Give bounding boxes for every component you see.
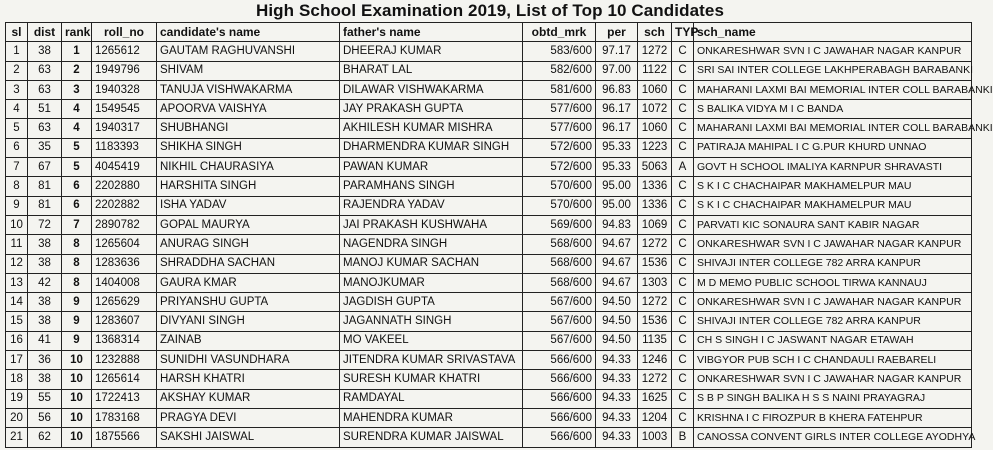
cell-father-name: PARAMHANS SINGH xyxy=(340,177,523,196)
cell-sch-name: ONKARESHWAR SVN I C JAWAHAR NAGAR KANPUR xyxy=(694,370,972,389)
cell-candidate-name: SHUBHANGI xyxy=(157,119,340,138)
cell-roll-no: 1940317 xyxy=(92,119,157,138)
cell-per: 94.67 xyxy=(596,273,638,292)
cell-typ: C xyxy=(672,177,694,196)
cell-sl: 20 xyxy=(6,408,28,427)
cell-rank: 10 xyxy=(62,370,92,389)
cell-father-name: BHARAT LAL xyxy=(340,61,523,80)
cell-obtd-mrk: 566/600 xyxy=(523,389,596,408)
table-row xyxy=(6,370,972,389)
cell-obtd-mrk: 568/600 xyxy=(523,273,596,292)
cell-sch: 1536 xyxy=(638,254,672,273)
cell-sch: 1072 xyxy=(638,100,672,119)
cell-sch: 1135 xyxy=(638,331,672,350)
cell-sl: 14 xyxy=(6,293,28,312)
cell-father-name: NAGENDRA SINGH xyxy=(340,235,523,254)
cell-sch: 1246 xyxy=(638,351,672,370)
cell-roll-no: 1283636 xyxy=(92,254,157,273)
cell-sl: 10 xyxy=(6,215,28,234)
cell-per: 95.00 xyxy=(596,177,638,196)
cell-sch-name: SHIVAJI INTER COLLEGE 782 ARRA KANPUR xyxy=(694,312,972,331)
cell-sl: 21 xyxy=(6,428,28,447)
cell-father-name: RAJENDRA YADAV xyxy=(340,196,523,215)
table-row xyxy=(6,389,972,408)
cell-obtd-mrk: 570/600 xyxy=(523,177,596,196)
cell-candidate-name: AKSHAY KUMAR xyxy=(157,389,340,408)
column-header-sch: sch xyxy=(638,23,672,42)
cell-father-name: JAGDISH GUPTA xyxy=(340,293,523,312)
cell-per: 94.67 xyxy=(596,235,638,254)
cell-father-name: MAHENDRA KUMAR xyxy=(340,408,523,427)
cell-candidate-name: HARSHITA SINGH xyxy=(157,177,340,196)
cell-roll-no: 1940328 xyxy=(92,80,157,99)
cell-obtd-mrk: 582/600 xyxy=(523,61,596,80)
table-row xyxy=(6,215,972,234)
column-header-roll-no: roll_no xyxy=(92,23,157,42)
cell-sch-name: S K I C CHACHAIPAR MAKHAMELPUR MAU xyxy=(694,196,972,215)
cell-obtd-mrk: 568/600 xyxy=(523,254,596,273)
cell-sl: 3 xyxy=(6,80,28,99)
cell-typ: C xyxy=(672,61,694,80)
cell-sl: 5 xyxy=(6,119,28,138)
cell-dist: 36 xyxy=(28,351,62,370)
page-title: High School Examination 2019, List of Top 10 Candidates xyxy=(255,1,725,20)
cell-sch-name: CH S SINGH I C JASWANT NAGAR ETAWAH xyxy=(694,331,972,350)
cell-father-name: JITENDRA KUMAR SRIVASTAVA xyxy=(340,351,523,370)
cell-obtd-mrk: 567/600 xyxy=(523,293,596,312)
results-table xyxy=(5,22,993,448)
cell-father-name: DHEERAJ KUMAR xyxy=(340,42,523,61)
cell-obtd-mrk: 567/600 xyxy=(523,312,596,331)
cell-rank: 7 xyxy=(62,215,92,234)
cell-sl: 11 xyxy=(6,235,28,254)
cell-father-name: MANOJ KUMAR SACHAN xyxy=(340,254,523,273)
cell-father-name: SURESH KUMAR KHATRI xyxy=(340,370,523,389)
cell-obtd-mrk: 569/600 xyxy=(523,215,596,234)
column-header-dist: dist xyxy=(28,23,62,42)
cell-candidate-name: GOPAL MAURYA xyxy=(157,215,340,234)
cell-typ: C xyxy=(672,100,694,119)
cell-candidate-name: ZAINAB xyxy=(157,331,340,350)
table-header-row xyxy=(6,23,972,42)
cell-sch-name: VIBGYOR PUB SCH I C CHANDAULI RAEBARELI xyxy=(694,351,972,370)
table-row xyxy=(6,254,972,273)
cell-roll-no: 1404008 xyxy=(92,273,157,292)
column-header-sch-name: sch_name xyxy=(694,23,972,42)
cell-roll-no: 1722413 xyxy=(92,389,157,408)
cell-rank: 8 xyxy=(62,254,92,273)
cell-obtd-mrk: 570/600 xyxy=(523,196,596,215)
cell-candidate-name: SUNIDHI VASUNDHARA xyxy=(157,351,340,370)
cell-sl: 19 xyxy=(6,389,28,408)
cell-rank: 10 xyxy=(62,408,92,427)
cell-sch-name: PARVATI KIC SONAURA SANT KABIR NAGAR xyxy=(694,215,972,234)
cell-candidate-name: SHRADDHA SACHAN xyxy=(157,254,340,273)
cell-per: 94.83 xyxy=(596,215,638,234)
cell-sch-name: ONKARESHWAR SVN I C JAWAHAR NAGAR KANPUR xyxy=(694,42,972,61)
cell-father-name: DHARMENDRA KUMAR SINGH xyxy=(340,138,523,157)
cell-dist: 63 xyxy=(28,61,62,80)
cell-dist: 55 xyxy=(28,389,62,408)
column-header-father-name: father's name xyxy=(340,23,523,42)
cell-sl: 18 xyxy=(6,370,28,389)
cell-per: 94.33 xyxy=(596,428,638,447)
cell-dist: 41 xyxy=(28,331,62,350)
cell-sch: 1536 xyxy=(638,312,672,331)
column-header-sl: sl xyxy=(6,23,28,42)
table-row xyxy=(6,42,972,61)
cell-roll-no: 2890782 xyxy=(92,215,157,234)
cell-typ: C xyxy=(672,273,694,292)
table-row xyxy=(6,138,972,157)
cell-sl: 13 xyxy=(6,273,28,292)
cell-sch: 1204 xyxy=(638,408,672,427)
cell-rank: 10 xyxy=(62,351,92,370)
cell-typ: A xyxy=(672,158,694,177)
table-row xyxy=(6,331,972,350)
cell-dist: 38 xyxy=(28,370,62,389)
cell-obtd-mrk: 572/600 xyxy=(523,158,596,177)
cell-candidate-name: PRIYANSHU GUPTA xyxy=(157,293,340,312)
cell-per: 94.50 xyxy=(596,293,638,312)
cell-obtd-mrk: 577/600 xyxy=(523,100,596,119)
cell-sl: 9 xyxy=(6,196,28,215)
cell-per: 94.67 xyxy=(596,254,638,273)
cell-rank: 9 xyxy=(62,312,92,331)
cell-typ: C xyxy=(672,331,694,350)
cell-candidate-name: HARSH KHATRI xyxy=(157,370,340,389)
table-row xyxy=(6,273,972,292)
cell-sch: 1060 xyxy=(638,119,672,138)
cell-typ: C xyxy=(672,370,694,389)
cell-obtd-mrk: 581/600 xyxy=(523,80,596,99)
cell-typ: C xyxy=(672,408,694,427)
cell-roll-no: 1265629 xyxy=(92,293,157,312)
cell-roll-no: 1549545 xyxy=(92,100,157,119)
cell-dist: 62 xyxy=(28,428,62,447)
cell-candidate-name: SHIKHA SINGH xyxy=(157,138,340,157)
cell-sch: 1003 xyxy=(638,428,672,447)
cell-rank: 10 xyxy=(62,389,92,408)
cell-father-name: MO VAKEEL xyxy=(340,331,523,350)
cell-typ: C xyxy=(672,235,694,254)
table-body xyxy=(6,42,993,447)
cell-candidate-name: SHIVAM xyxy=(157,61,340,80)
cell-typ: B xyxy=(672,428,694,447)
cell-rank: 5 xyxy=(62,138,92,157)
cell-per: 94.33 xyxy=(596,408,638,427)
cell-per: 96.17 xyxy=(596,100,638,119)
table-row xyxy=(6,293,972,312)
cell-candidate-name: APOORVA VAISHYA xyxy=(157,100,340,119)
cell-typ: C xyxy=(672,196,694,215)
cell-sch: 1303 xyxy=(638,273,672,292)
cell-per: 95.00 xyxy=(596,196,638,215)
cell-roll-no: 4045419 xyxy=(92,158,157,177)
cell-dist: 38 xyxy=(28,312,62,331)
cell-roll-no: 1183393 xyxy=(92,138,157,157)
cell-sch-name: CANOSSA CONVENT GIRLS INTER COLLEGE AYODHYA xyxy=(694,428,972,447)
cell-per: 96.17 xyxy=(596,119,638,138)
column-header-per: per xyxy=(596,23,638,42)
cell-per: 95.33 xyxy=(596,138,638,157)
cell-sch: 1069 xyxy=(638,215,672,234)
cell-father-name: RAMDAYAL xyxy=(340,389,523,408)
cell-typ: C xyxy=(672,215,694,234)
cell-sl: 15 xyxy=(6,312,28,331)
cell-rank: 3 xyxy=(62,80,92,99)
cell-sch: 1272 xyxy=(638,293,672,312)
cell-sl: 12 xyxy=(6,254,28,273)
cell-candidate-name: NIKHIL CHAURASIYA xyxy=(157,158,340,177)
table-row xyxy=(6,119,972,138)
cell-sl: 4 xyxy=(6,100,28,119)
cell-roll-no: 1232888 xyxy=(92,351,157,370)
cell-per: 97.17 xyxy=(596,42,638,61)
cell-candidate-name: GAUTAM RAGHUVANSHI xyxy=(157,42,340,61)
cell-sch: 1122 xyxy=(638,61,672,80)
cell-candidate-name: ANURAG SINGH xyxy=(157,235,340,254)
cell-per: 94.33 xyxy=(596,351,638,370)
cell-sch: 1336 xyxy=(638,196,672,215)
cell-typ: C xyxy=(672,293,694,312)
table-row xyxy=(6,61,972,80)
cell-candidate-name: GAURA KMAR xyxy=(157,273,340,292)
cell-father-name: AKHILESH KUMAR MISHRA xyxy=(340,119,523,138)
cell-typ: C xyxy=(672,351,694,370)
table-row xyxy=(6,158,972,177)
cell-sch-name: GOVT H SCHOOL IMALIYA KARNPUR SHRAVASTI xyxy=(694,158,972,177)
cell-obtd-mrk: 566/600 xyxy=(523,408,596,427)
table-row xyxy=(6,177,972,196)
cell-sch: 5063 xyxy=(638,158,672,177)
cell-sl: 6 xyxy=(6,138,28,157)
cell-sch: 1060 xyxy=(638,80,672,99)
column-header-typ: TYP xyxy=(672,23,694,42)
cell-typ: C xyxy=(672,42,694,61)
cell-sch-name: S K I C CHACHAIPAR MAKHAMELPUR MAU xyxy=(694,177,972,196)
cell-rank: 10 xyxy=(62,428,92,447)
cell-per: 94.50 xyxy=(596,331,638,350)
cell-sch-name: PATIRAJA MAHIPAL I C G.PUR KHURD UNNAO xyxy=(694,138,972,157)
cell-dist: 38 xyxy=(28,235,62,254)
cell-sl: 8 xyxy=(6,177,28,196)
table-row xyxy=(6,235,972,254)
cell-obtd-mrk: 568/600 xyxy=(523,235,596,254)
cell-candidate-name: SAKSHI JAISWAL xyxy=(157,428,340,447)
cell-sch-name: SHIVAJI INTER COLLEGE 782 ARRA KANPUR xyxy=(694,254,972,273)
cell-sch: 1272 xyxy=(638,42,672,61)
cell-per: 94.33 xyxy=(596,370,638,389)
cell-candidate-name: PRAGYA DEVI xyxy=(157,408,340,427)
cell-dist: 63 xyxy=(28,119,62,138)
cell-roll-no: 2202882 xyxy=(92,196,157,215)
cell-dist: 56 xyxy=(28,408,62,427)
column-header-obtd-mrk: obtd_mrk xyxy=(523,23,596,42)
cell-roll-no: 1783168 xyxy=(92,408,157,427)
table-row xyxy=(6,428,972,447)
cell-dist: 38 xyxy=(28,293,62,312)
cell-dist: 67 xyxy=(28,158,62,177)
cell-obtd-mrk: 567/600 xyxy=(523,331,596,350)
cell-dist: 38 xyxy=(28,42,62,61)
cell-candidate-name: TANUJA VISHWAKARMA xyxy=(157,80,340,99)
cell-per: 97.00 xyxy=(596,61,638,80)
cell-obtd-mrk: 583/600 xyxy=(523,42,596,61)
cell-father-name: JAI PRAKASH KUSHWAHA xyxy=(340,215,523,234)
cell-obtd-mrk: 566/600 xyxy=(523,370,596,389)
cell-obtd-mrk: 566/600 xyxy=(523,351,596,370)
cell-dist: 63 xyxy=(28,80,62,99)
cell-father-name: JAGANNATH SINGH xyxy=(340,312,523,331)
cell-roll-no: 1265604 xyxy=(92,235,157,254)
table-row xyxy=(6,351,972,370)
cell-dist: 81 xyxy=(28,196,62,215)
cell-candidate-name: DIVYANI SINGH xyxy=(157,312,340,331)
cell-sch-name: S B P SINGH BALIKA H S S NAINI PRAYAGRAJ xyxy=(694,389,972,408)
cell-per: 95.33 xyxy=(596,158,638,177)
cell-dist: 35 xyxy=(28,138,62,157)
cell-candidate-name: ISHA YADAV xyxy=(157,196,340,215)
cell-sl: 2 xyxy=(6,61,28,80)
table-row xyxy=(6,196,972,215)
cell-typ: C xyxy=(672,254,694,273)
cell-sch: 1223 xyxy=(638,138,672,157)
cell-dist: 51 xyxy=(28,100,62,119)
cell-sl: 16 xyxy=(6,331,28,350)
cell-sch: 1625 xyxy=(638,389,672,408)
cell-per: 94.50 xyxy=(596,312,638,331)
cell-typ: C xyxy=(672,138,694,157)
cell-sch-name: SRI SAI INTER COLLEGE LAKHPERABAGH BARABANKI xyxy=(694,61,972,80)
cell-father-name: PAWAN KUMAR xyxy=(340,158,523,177)
cell-rank: 5 xyxy=(62,158,92,177)
table-row xyxy=(6,80,972,99)
cell-typ: C xyxy=(672,389,694,408)
column-header-rank: rank xyxy=(62,23,92,42)
cell-per: 96.83 xyxy=(596,80,638,99)
cell-rank: 6 xyxy=(62,196,92,215)
cell-roll-no: 1368314 xyxy=(92,331,157,350)
cell-dist: 38 xyxy=(28,254,62,273)
cell-sch-name: ONKARESHWAR SVN I C JAWAHAR NAGAR KANPUR xyxy=(694,235,972,254)
cell-rank: 8 xyxy=(62,235,92,254)
cell-sch-name: S BALIKA VIDYA M I C BANDA xyxy=(694,100,972,119)
cell-rank: 4 xyxy=(62,100,92,119)
cell-rank: 4 xyxy=(62,119,92,138)
cell-obtd-mrk: 577/600 xyxy=(523,119,596,138)
cell-roll-no: 1949796 xyxy=(92,61,157,80)
cell-rank: 8 xyxy=(62,273,92,292)
cell-sch-name: MAHARANI LAXMI BAI MEMORIAL INTER COLL BARABANKI xyxy=(694,80,972,99)
cell-father-name: SURENDRA KUMAR JAISWAL xyxy=(340,428,523,447)
cell-rank: 9 xyxy=(62,293,92,312)
cell-sch-name: M D MEMO PUBLIC SCHOOL TIRWA KANNAUJ xyxy=(694,273,972,292)
cell-dist: 72 xyxy=(28,215,62,234)
cell-father-name: DILAWAR VISHWAKARMA xyxy=(340,80,523,99)
cell-sch-name: ONKARESHWAR SVN I C JAWAHAR NAGAR KANPUR xyxy=(694,293,972,312)
cell-obtd-mrk: 566/600 xyxy=(523,428,596,447)
cell-sch: 1336 xyxy=(638,177,672,196)
cell-roll-no: 2202880 xyxy=(92,177,157,196)
cell-sch-name: KRISHNA I C FIROZPUR B KHERA FATEHPUR xyxy=(694,408,972,427)
table-row xyxy=(6,312,972,331)
cell-rank: 9 xyxy=(62,331,92,350)
cell-obtd-mrk: 572/600 xyxy=(523,138,596,157)
cell-per: 94.33 xyxy=(596,389,638,408)
cell-rank: 6 xyxy=(62,177,92,196)
cell-sch: 1272 xyxy=(638,370,672,389)
cell-sch: 1272 xyxy=(638,235,672,254)
cell-sl: 7 xyxy=(6,158,28,177)
cell-dist: 42 xyxy=(28,273,62,292)
cell-sch-name: MAHARANI LAXMI BAI MEMORIAL INTER COLL BARABANKI xyxy=(694,119,972,138)
cell-father-name: MANOJKUMAR xyxy=(340,273,523,292)
cell-roll-no: 1875566 xyxy=(92,428,157,447)
column-header-candidate-name: candidate's name xyxy=(157,23,340,42)
cell-typ: C xyxy=(672,119,694,138)
cell-typ: C xyxy=(672,312,694,331)
table-row xyxy=(6,408,972,427)
cell-father-name: JAY PRAKASH GUPTA xyxy=(340,100,523,119)
cell-rank: 2 xyxy=(62,61,92,80)
cell-roll-no: 1265614 xyxy=(92,370,157,389)
cell-sl: 17 xyxy=(6,351,28,370)
cell-roll-no: 1283607 xyxy=(92,312,157,331)
cell-typ: C xyxy=(672,80,694,99)
cell-sl: 1 xyxy=(6,42,28,61)
cell-dist: 81 xyxy=(28,177,62,196)
cell-rank: 1 xyxy=(62,42,92,61)
cell-roll-no: 1265612 xyxy=(92,42,157,61)
table-row xyxy=(6,100,972,119)
